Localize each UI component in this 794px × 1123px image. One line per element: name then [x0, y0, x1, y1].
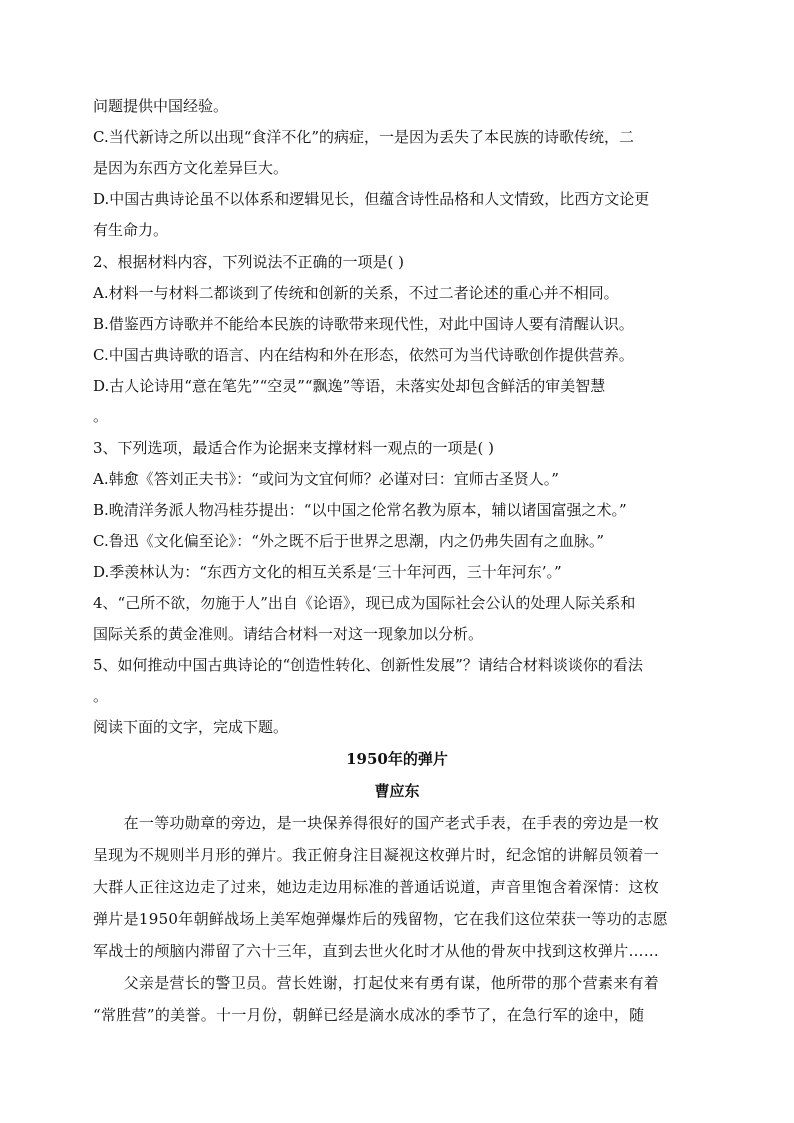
question-4-line-1: 4、“己所不欲，勿施于人”出自《论语》，现已成为国际社会公认的处理人际关系和 — [93, 594, 636, 612]
question-2-option-c: C.中国古典诗歌的语言、内在结构和外在形态，依然可为当代诗歌创作提供营养。 — [93, 346, 634, 364]
story-line: 军战士的颅脑内滞留了六十三年，直到去世火化时才从他的骨灰中找到这枚弹片…… — [93, 942, 660, 960]
story-line: 在一等功勋章的旁边，是一块保养得很好的国产老式手表，在手表的旁边是一枚 — [93, 814, 660, 832]
question-5-line-1: 5、如何推动中国古典诗论的“创造性转化、创新性发展”？请结合材料谈谈你的看法 — [93, 656, 643, 674]
question-2-option-b: B.借鉴西方诗歌并不能给本民族的诗歌带来现代性，对此中国诗人要有清醒认识。 — [93, 315, 634, 333]
question-3-option-b: B.晚清洋务派人物冯桂芬提出：“以中国之伦常名教为原本，辅以诸国富强之术。” — [93, 501, 627, 519]
story-line: 大群人正往这边走了过来，她边走边用标准的普通话说道，声音里饱含着深情：这枚 — [93, 878, 660, 896]
question-2-option-a: A.材料一与材料二都谈到了传统和创新的关系，不过二者论述的重心并不相同。 — [93, 284, 619, 302]
story-author: 曹应东 — [374, 782, 420, 800]
option-d-line-1: D.中国古典诗论虽不以体系和逻辑见长，但蕴含诗性品格和人文情致，比西方文论更 — [93, 190, 650, 208]
option-c-line-2: 是因为东西方文化差异巨大。 — [93, 159, 289, 177]
question-2-option-d: D.古人论诗用“意在笔先”“空灵”“飘逸”等语，未落实处却包含鲜活的审美智慧 — [93, 377, 606, 395]
question-3-option-d: D.季羡林认为：“东西方文化的相互关系是‘三十年河西，三十年河东’。” — [93, 563, 562, 581]
question-3-stem: 3、下列选项，最适合作为论据来支撑材料一观点的一项是( ) — [93, 439, 495, 457]
question-5-line-2: 。 — [93, 687, 109, 705]
option-d-line-2: 有生命力。 — [93, 221, 169, 239]
story-line: 呈现为不规则半月形的弹片。我正俯身注目凝视这枚弹片时，纪念馆的讲解员领着一 — [93, 846, 660, 864]
story-line: 弹片是1950年朝鲜战场上美军炮弹爆炸后的残留物，它在我们这位荣获一等功的志愿 — [93, 910, 668, 928]
story-line: “常胜营”的美誉。十一月份，朝鲜已经是滴水成冰的季节了，在急行军的途中，随 — [93, 1006, 645, 1024]
question-3-option-a: A.韩愈《答刘正夫书》：“或问为文宜何师？必谨对曰：宜师古圣贤人。” — [93, 470, 559, 488]
question-2-option-d-end: 。 — [93, 407, 109, 425]
story-title: 1950年的弹片 — [346, 750, 448, 768]
option-c-line-1: C.当代新诗之所以出现“食洋不化”的病症，一是因为丢失了本民族的诗歌传统，二 — [93, 128, 635, 146]
question-4-line-2: 国际关系的黄金准则。请结合材料一对这一现象加以分析。 — [93, 625, 484, 643]
question-2-stem: 2、根据材料内容，下列说法不正确的一项是( ) — [93, 253, 405, 271]
reading-instruction: 阅读下面的文字，完成下题。 — [93, 718, 289, 736]
text-line: 问题提供中国经验。 — [93, 97, 229, 115]
story-line: 父亲是营长的警卫员。营长姓谢，打起仗来有勇有谋，他所带的那个营素来有着 — [93, 974, 660, 992]
question-3-option-c: C.鲁迅《文化偏至论》：“外之既不后于世界之思潮，内之仍弗失固有之血脉。” — [93, 532, 605, 550]
